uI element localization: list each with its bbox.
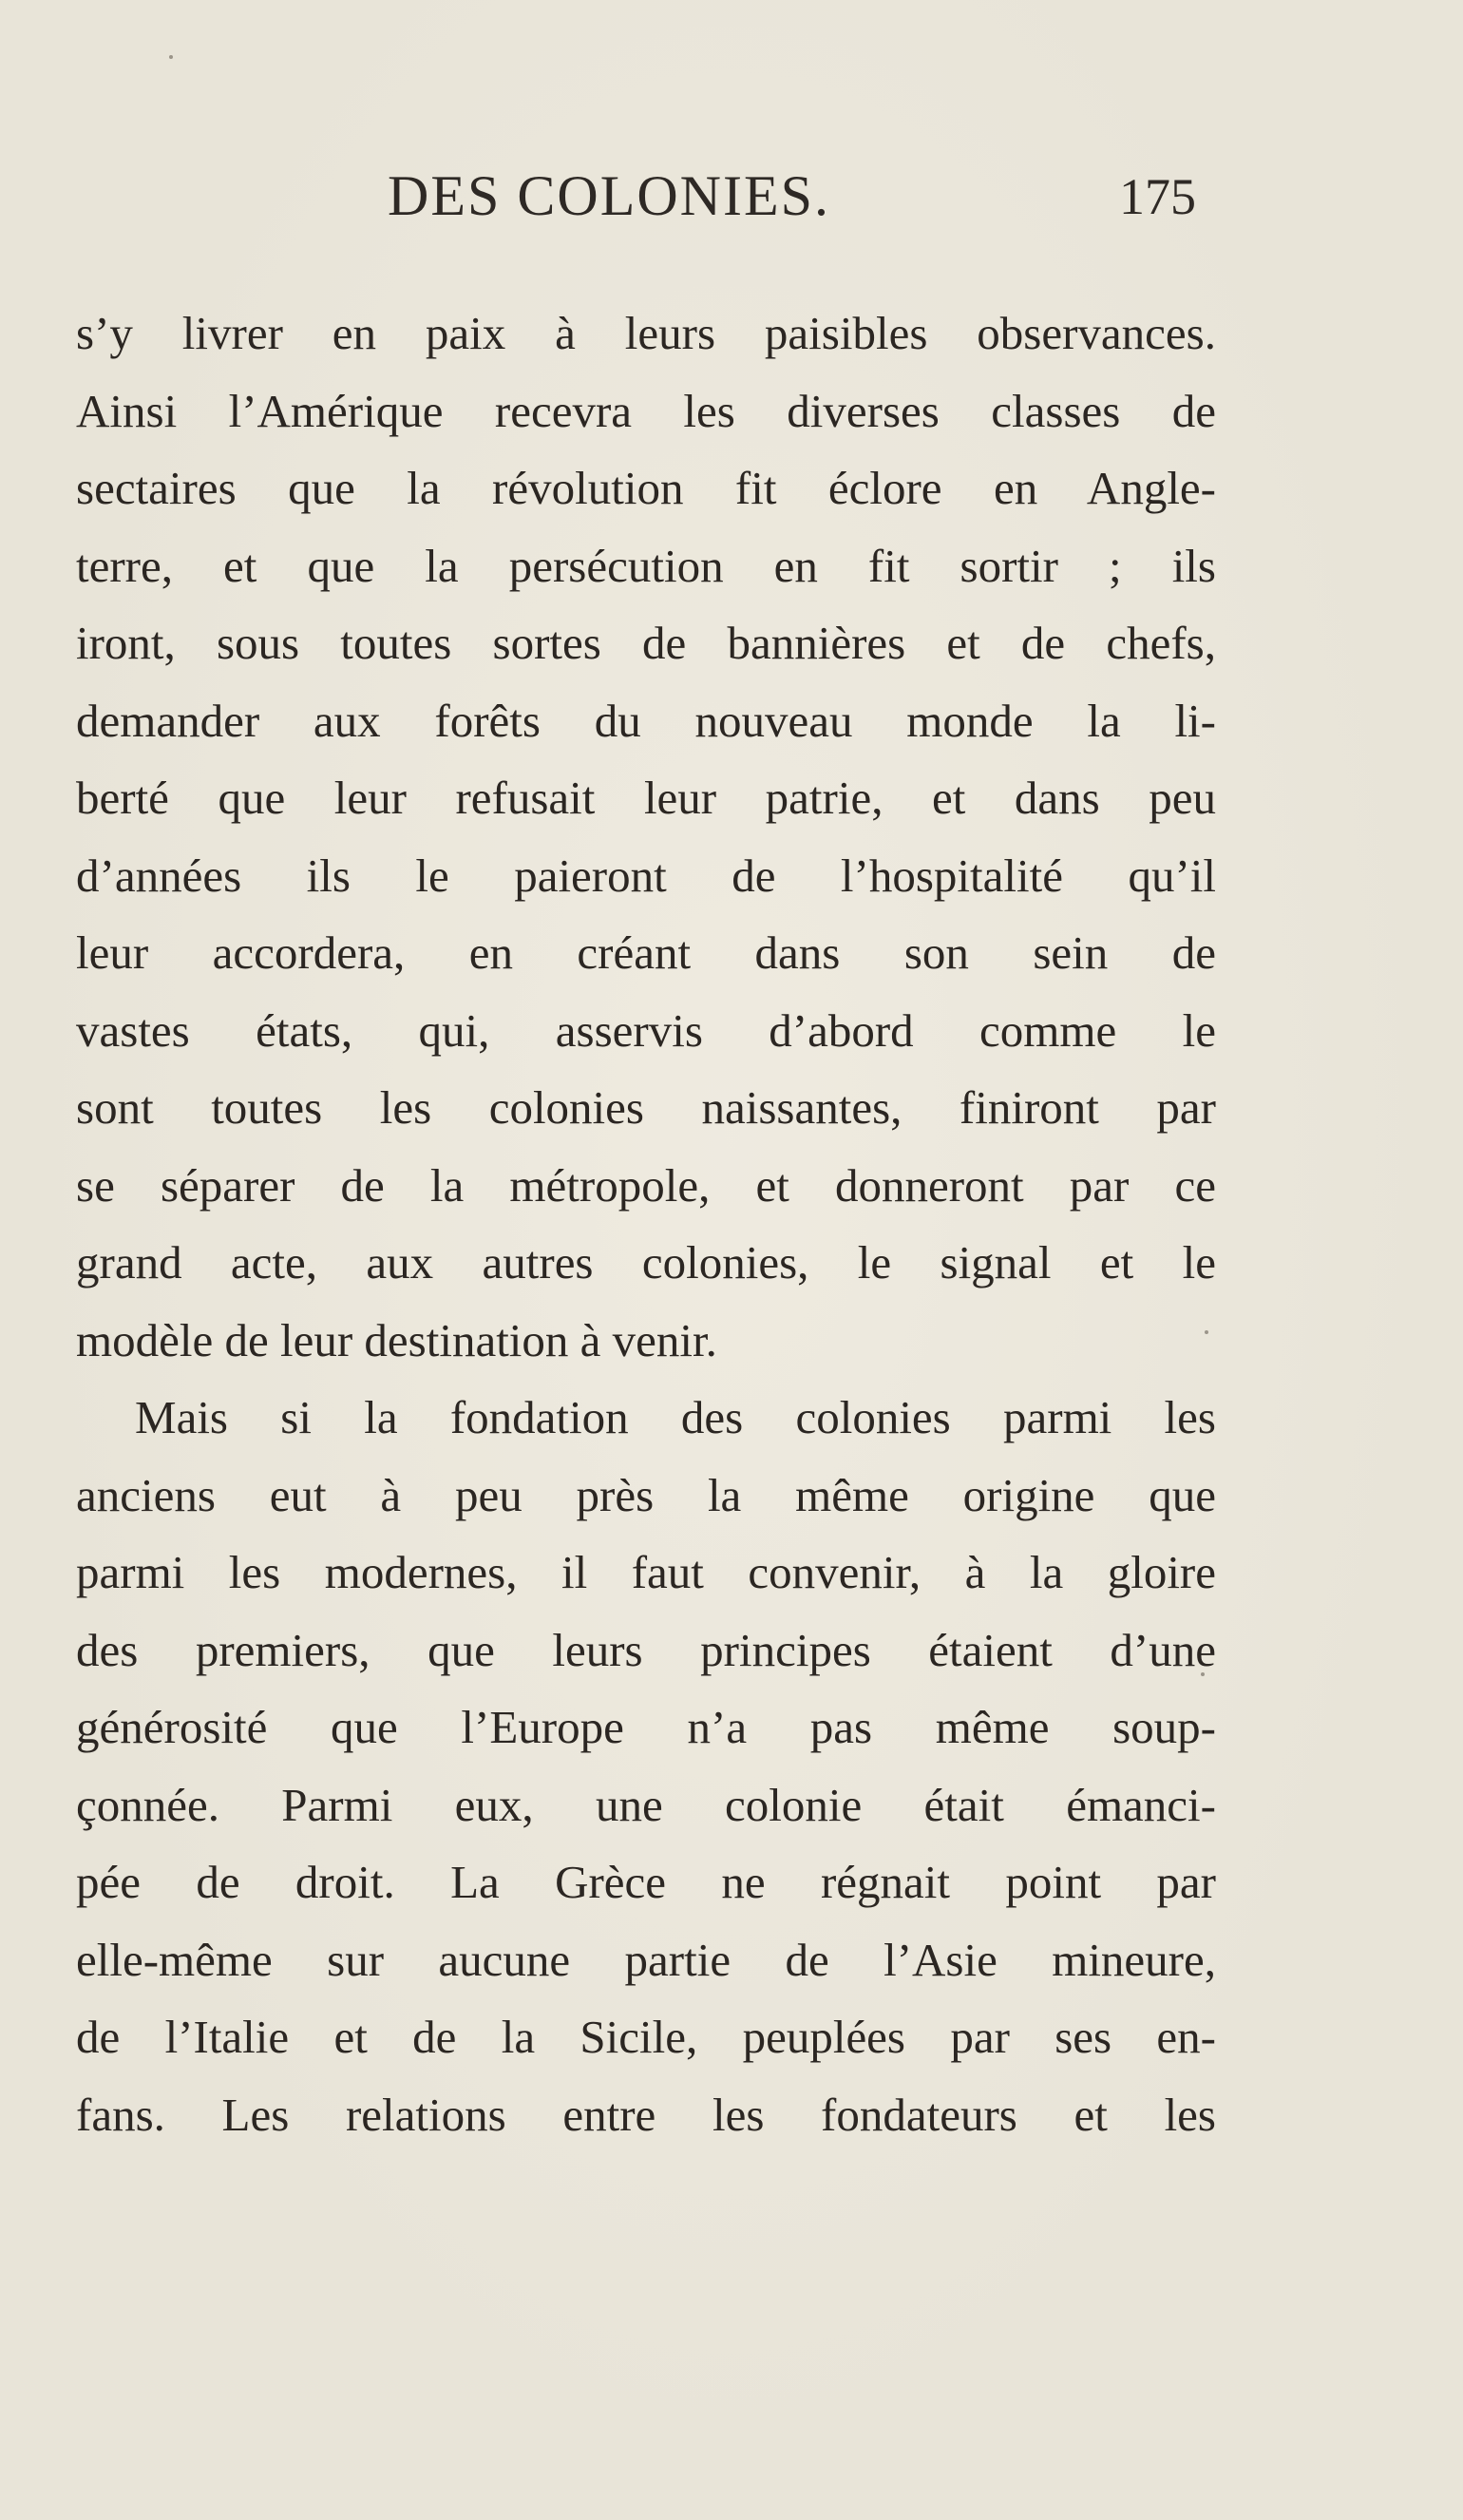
paragraph-start-line: Mais si la fondation des colonies parmi les [135,1391,1216,1443]
paper-speck [169,55,173,59]
text-line: berté que leur refusait leur patrie, et dans peu [76,772,1216,824]
body-text [76,295,1216,2153]
text-line: parmi les modernes, il faut convenir, à la gloire [76,1546,1216,1598]
text-line: leur accordera, en créant dans son sein de [76,926,1216,979]
text-line: fans. Les relations entre les fondateurs et les [76,2088,1216,2141]
running-title: DES COLONIES. [388,164,831,227]
text-line: sont toutes les colonies naissantes, finiront par [76,1081,1216,1134]
text-line: de l’Italie et de la Sicile, peuplées par ses en- [76,2011,1216,2063]
text-line: Ainsi l’Amérique recevra les diverses classes de [76,384,1216,437]
page-header [0,163,1463,239]
text-line: se séparer de la métropole, et donneront par ce [76,1158,1216,1212]
text-line: des premiers, que leurs principes étaient d’une [76,1623,1216,1676]
text-line: iront, sous toutes sortes de bannières et de chefs, [76,617,1216,669]
text-line: d’années ils le paieront de l’hospitalité qu’il [76,849,1216,902]
text-line: elle-même sur aucune partie de l’Asie mineure, [76,1933,1216,1986]
text-line: terre, et que la persécution en fit sortir ; ils [76,539,1216,592]
page-number: 175 [1119,168,1196,225]
text-line: grand acte, aux autres colonies, le signal et le [76,1236,1216,1289]
text-line: çonnée. Parmi eux, une colonie était émanci- [76,1778,1216,1831]
paper-speck [1205,1330,1208,1334]
text-line: sectaires que la révolution fit éclore en Angle- [76,462,1216,514]
text-line: modèle de leur destination à venir. [76,1313,717,1366]
text-line: pée de droit. La Grèce ne régnait point par [76,1856,1216,1908]
text-line: s’y livrer en paix à leurs paisibles observances. [76,307,1216,359]
text-line: demander aux forêts du nouveau monde la li- [76,694,1216,747]
paper-speck [1201,1672,1205,1676]
text-line: générosité que l’Europe n’a pas même soup- [76,1701,1216,1753]
text-line: anciens eut à peu près la même origine que [76,1468,1216,1521]
text-line: vastes états, qui, asservis d’abord comme le [76,1003,1216,1057]
